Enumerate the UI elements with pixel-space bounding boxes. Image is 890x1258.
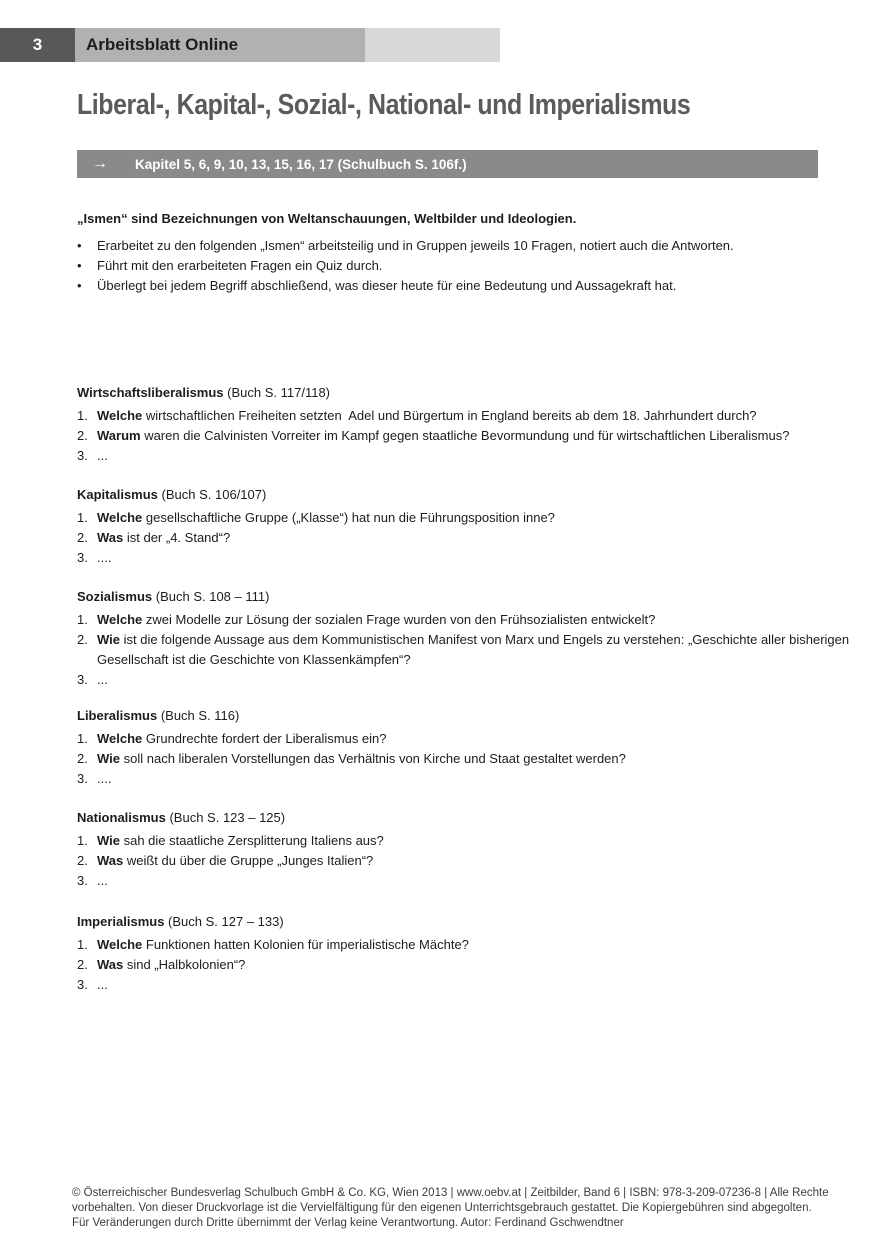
- question-number: 2.: [77, 853, 88, 868]
- instruction-bullet: [77, 256, 867, 276]
- question-item: [77, 955, 867, 975]
- question-number: 2.: [77, 632, 88, 647]
- question-text: [97, 630, 867, 670]
- question-lead-word: Wie: [97, 632, 120, 647]
- section-heading: [77, 486, 867, 503]
- chapter-reference-label: Kapitel 5, 6, 9, 10, 13, 15, 16, 17 (Schulbuch S. 106f.): [135, 156, 467, 172]
- section-imperialismus: [77, 913, 867, 995]
- question-rest: wirtschaftlichen Freiheiten setzten Adel und Bürgertum in England bereits ab dem 18. Jahrhundert durch?: [142, 408, 757, 423]
- question-item: [77, 610, 867, 630]
- question-text: [97, 975, 867, 995]
- page-header-band: [0, 28, 500, 62]
- section-book-ref: (Buch S. 123 – 125): [165, 810, 286, 825]
- question-item: [77, 871, 867, 891]
- question-text: [97, 871, 867, 891]
- question-lead-word: Welche: [97, 612, 143, 627]
- question-item: [77, 831, 867, 851]
- section-sozialismus: [77, 588, 867, 690]
- question-lead-word: Was: [97, 957, 124, 972]
- question-text: [97, 610, 867, 630]
- question-text: [97, 769, 867, 789]
- question-rest: Funktionen hatten Kolonien für imperialistische Mächte?: [142, 937, 469, 952]
- question-text: [97, 851, 867, 871]
- question-number: 2.: [77, 530, 88, 545]
- question-rest: weißt du über die Gruppe „Junges Italien“?: [123, 853, 374, 868]
- question-item: [77, 935, 867, 955]
- section-liberalismus: [77, 707, 867, 789]
- section-heading: [77, 707, 867, 724]
- imprint-line: vorbehalten. Von dieser Druckvorlage ist die Vervielfältigung für den eigenen Unterrichtsgebrauch gestattet. Die Kopiergebühren sind abgegolten.: [72, 1202, 812, 1214]
- question-text: [97, 670, 867, 690]
- question-lead-word: Welche: [97, 937, 143, 952]
- question-number: 2.: [77, 428, 88, 443]
- question-item: [77, 446, 867, 466]
- question-rest: ...: [97, 873, 108, 888]
- question-number: 3.: [77, 873, 88, 888]
- bullet-icon: •: [77, 258, 82, 273]
- question-lead-word: Was: [97, 853, 124, 868]
- arrow-right-icon: →: [92, 155, 108, 172]
- section-nationalismus: [77, 809, 867, 891]
- question-text: [97, 749, 867, 769]
- header-title: Arbeitsblatt Online: [75, 28, 365, 62]
- question-number: 1.: [77, 612, 88, 627]
- question-rest: waren die Calvinisten Vorreiter im Kampf gegen staatliche Bevormundung und für wirtschaftlichen Liberalismus?: [140, 428, 790, 443]
- section-book-ref: (Buch S. 127 – 133): [164, 914, 284, 929]
- question-text: [97, 426, 867, 446]
- question-number: 3.: [77, 448, 88, 463]
- bullet-icon: •: [77, 278, 82, 293]
- question-item: [77, 670, 867, 690]
- question-rest: ...: [97, 977, 108, 992]
- intro-lead-sentence: „Ismen“ sind Bezeichnungen von Weltanschauungen, Weltbilder und Ideologien.: [77, 211, 577, 226]
- question-item: [77, 548, 867, 568]
- header-band-tail: [365, 28, 500, 62]
- question-number: 1.: [77, 731, 88, 746]
- intro-block: [77, 210, 867, 296]
- question-lead-word: Welche: [97, 731, 143, 746]
- question-text: [97, 831, 867, 851]
- question-rest: soll nach liberalen Vorstellungen das Verhältnis von Kirche und Staat gestaltet werden?: [120, 751, 626, 766]
- section-term: Wirtschaftsliberalismus: [77, 385, 224, 400]
- section-term: Sozialismus: [77, 589, 153, 604]
- question-number: 3.: [77, 977, 88, 992]
- question-text: [97, 935, 867, 955]
- question-rest: ...: [97, 448, 108, 463]
- question-lead-word: Wie: [97, 751, 120, 766]
- question-item: [77, 426, 867, 446]
- instruction-text: Überlegt bei jedem Begriff abschließend, was dieser heute für eine Bedeutung und Aussagekraft hat.: [97, 278, 677, 293]
- copyright-imprint: [72, 1186, 842, 1231]
- section-book-ref: (Buch S. 108 – 111): [152, 589, 270, 604]
- question-rest: Grundrechte fordert der Liberalismus ein?: [142, 731, 387, 746]
- question-number: 1.: [77, 937, 88, 952]
- question-rest: ist die folgende Aussage aus dem Kommunistischen Manifest von Marx und Engels zu verstehen: „Geschichte aller bisherigen Gesellschaft ist die Geschichte von Klassenkämpfen“?: [97, 632, 853, 667]
- question-text: [97, 508, 867, 528]
- bullet-icon: •: [77, 238, 82, 253]
- instruction-bullet: [77, 276, 867, 296]
- question-number: 1.: [77, 833, 88, 848]
- chapter-reference-bar: [77, 150, 818, 178]
- question-lead-word: Warum: [97, 428, 141, 443]
- section-book-ref: (Buch S. 106/107): [157, 487, 267, 502]
- question-item: [77, 975, 867, 995]
- question-item: [77, 406, 867, 426]
- question-rest: gesellschaftliche Gruppe („Klasse“) hat nun die Führungsposition inne?: [142, 510, 555, 525]
- question-lead-word: Wie: [97, 833, 120, 848]
- instruction-bullet: [77, 236, 867, 256]
- section-heading: [77, 913, 867, 930]
- question-lead-word: Welche: [97, 510, 143, 525]
- question-number: 3.: [77, 550, 88, 565]
- section-term: Kapitalismus: [77, 487, 158, 502]
- question-rest: zwei Modelle zur Lösung der sozialen Frage wurden von den Frühsozialisten entwickelt?: [142, 612, 656, 627]
- question-item: [77, 729, 867, 749]
- instruction-text: Führt mit den erarbeiteten Fragen ein Quiz durch.: [97, 258, 383, 273]
- section-term: Liberalismus: [77, 708, 158, 723]
- section-wirtschaftsliberalismus: [77, 384, 867, 466]
- page-title: Liberal-, Kapital-, Sozial-, National- und Imperialismus: [77, 89, 691, 121]
- question-number: 3.: [77, 771, 88, 786]
- section-book-ref: (Buch S. 116): [157, 708, 240, 723]
- section-heading: [77, 384, 867, 401]
- question-number: 1.: [77, 510, 88, 525]
- question-text: [97, 548, 867, 568]
- question-text: [97, 446, 867, 466]
- question-number: 2.: [77, 957, 88, 972]
- imprint-line: Für Veränderungen durch Dritte übernimmt der Verlag keine Verantwortung. Autor: Ferdinand Gschwendtner: [72, 1217, 624, 1229]
- question-item: [77, 630, 867, 670]
- question-text: [97, 955, 867, 975]
- section-kapitalismus: [77, 486, 867, 568]
- question-text: [97, 729, 867, 749]
- question-number: 1.: [77, 408, 88, 423]
- question-number: 2.: [77, 751, 88, 766]
- question-rest: ...: [97, 672, 108, 687]
- section-term: Imperialismus: [77, 914, 165, 929]
- question-lead-word: Welche: [97, 408, 143, 423]
- section-heading: [77, 588, 867, 605]
- question-rest: ....: [97, 771, 112, 786]
- question-rest: sind „Halbkolonien“?: [123, 957, 246, 972]
- question-rest: ....: [97, 550, 112, 565]
- question-item: [77, 508, 867, 528]
- question-item: [77, 528, 867, 548]
- question-item: [77, 769, 867, 789]
- question-item: [77, 749, 867, 769]
- section-book-ref: (Buch S. 117/118): [223, 385, 331, 400]
- question-lead-word: Was: [97, 530, 124, 545]
- section-heading: [77, 809, 867, 826]
- question-text: [97, 406, 867, 426]
- section-term: Nationalismus: [77, 810, 166, 825]
- question-text: [97, 528, 867, 548]
- instruction-text: Erarbeitet zu den folgenden „Ismen“ arbeitsteilig und in Gruppen jeweils 10 Fragen, notiert auch die Antworten.: [97, 238, 734, 253]
- page-number-badge: 3: [0, 28, 75, 62]
- question-item: [77, 851, 867, 871]
- question-rest: sah die staatliche Zersplitterung Italiens aus?: [120, 833, 384, 848]
- question-number: 3.: [77, 672, 88, 687]
- question-rest: ist der „4. Stand“?: [123, 530, 231, 545]
- imprint-line: © Österreichischer Bundesverlag Schulbuch GmbH & Co. KG, Wien 2013 | www.oebv.at | Zeitbilder, Band 6 | ISBN: 978-3-209-07236-8 | Alle Rechte: [72, 1187, 829, 1199]
